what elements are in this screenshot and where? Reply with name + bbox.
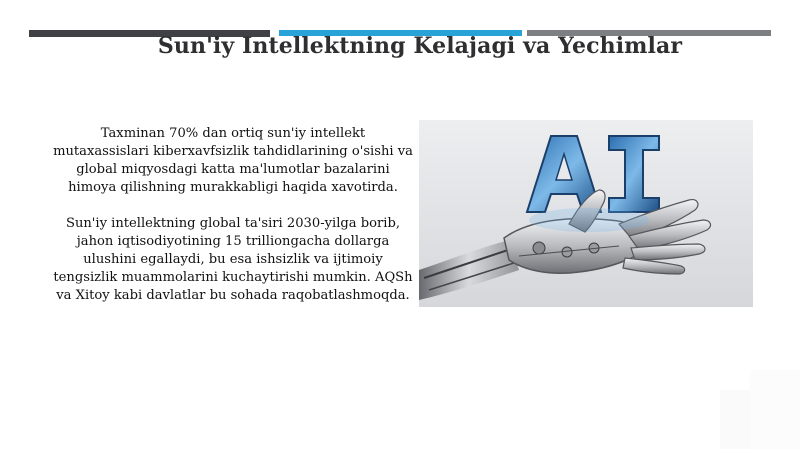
slide-title: Sun'iy Intellektning Kelajagi va Yechimlar bbox=[157, 33, 683, 59]
ai-hand-image bbox=[419, 120, 753, 307]
paragraph-1: Taxminan 70% dan ortiq sun'iy intellekt mutaxassislari kiberxavfsizlik tahdidlarining o'sishi va global miqyosdagi katta ma'lumotlar bazalarini himoya qilishning murakkabligi haqida xavotirda. bbox=[53, 126, 413, 195]
paragraph-2: Sun'iy intellektning global ta'siri 2030-yilga borib, jahon iqtisodiyotining 15 trilliongacha dollarga ulushini egallaydi, bu esa ishsizlik va ijtimoiy tengsizlik muammolarini kuchaytirishi mumkin. AQSh va Xitoy kabi davlatlar bu sohada raqobatlashmoqda. bbox=[53, 216, 413, 303]
decorative-corner-shapes bbox=[680, 360, 800, 449]
slide-body bbox=[53, 125, 413, 323]
ai-hand-illustration bbox=[419, 120, 753, 307]
